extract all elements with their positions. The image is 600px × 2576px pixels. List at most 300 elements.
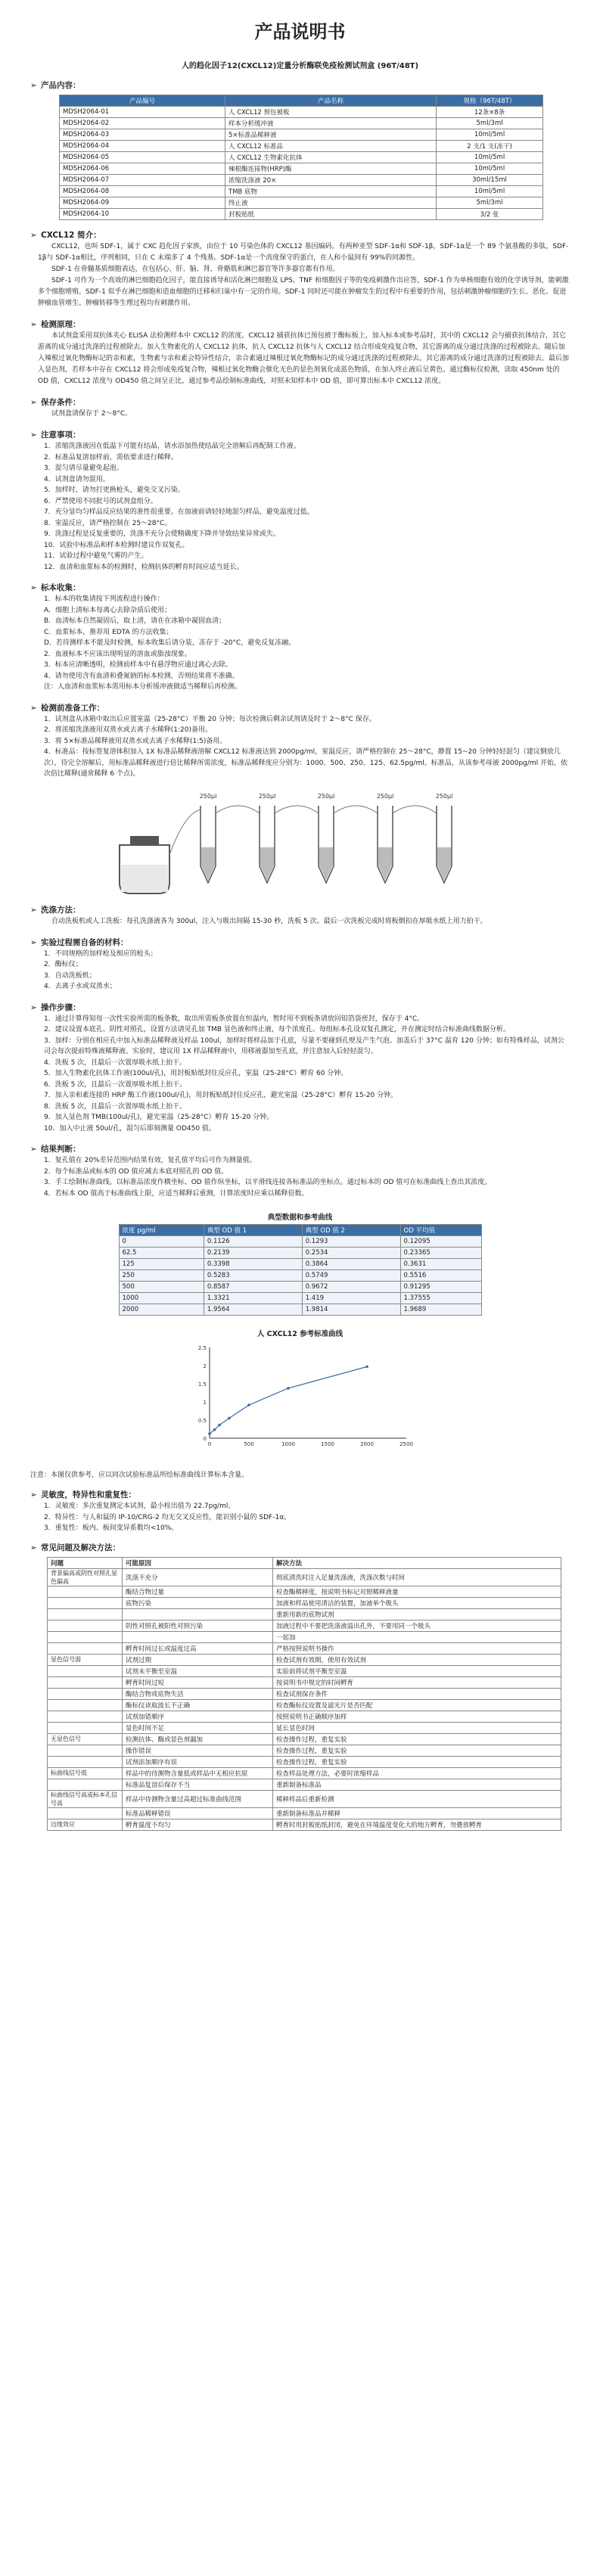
section-heading: 实验过程需自备的材料： <box>41 937 129 947</box>
table-row <box>48 1586 561 1597</box>
list-item: 1．复孔值在 20%差异范围内结果有效，复孔值平均后可作为测量值。 <box>44 1157 256 1164</box>
table-header: 解决方法 <box>273 1557 561 1568</box>
list-item: 7．加入亲和素连接的 HRP 酶工作液(100ul/孔)，用封板贴纸封住反应孔，避光室温（25-28°C）孵育 15-20 分钟。 <box>44 1092 398 1099</box>
table-cell: 显色信号弱 <box>48 1654 123 1665</box>
table-header: 浓度 pg/ml <box>119 1225 204 1236</box>
table-cell: 1.9564 <box>204 1304 302 1316</box>
table-row <box>48 1642 561 1654</box>
table-cell: 0.91295 <box>400 1282 481 1293</box>
table-row <box>48 1688 561 1699</box>
table-row <box>119 1304 481 1316</box>
table-row <box>48 1807 561 1819</box>
table-cell: 人 CXCL12 生物素化抗体 <box>225 152 437 163</box>
table-cell: MDSH2064-10 <box>60 209 225 220</box>
list-item: 4．试剂盒请勿混用。 <box>44 475 110 483</box>
table-cell <box>48 1756 123 1767</box>
table-cell: 酶标仪读取波长不正确 <box>123 1699 273 1711</box>
table-cell: 2000 <box>119 1304 204 1316</box>
table-row <box>48 1819 561 1830</box>
list-item: 1．灵敏度：多次重复测定本试剂，最小检出值为 22.7pg/ml。 <box>44 1502 235 1510</box>
transfer-arrow <box>216 806 260 813</box>
table-cell: 标曲线信号高或标本孔信号高 <box>48 1790 123 1807</box>
table-cell: 10ml/5ml <box>437 152 543 163</box>
table-header: 典型 OD 值 1 <box>204 1225 302 1236</box>
table-header: 产品编号 <box>60 95 225 107</box>
list-item: D．若待测样本不能及时检测，标本收集后请分装，冻存于 -20°C，避免反复冻融。 <box>44 639 296 647</box>
section-results: ➢ 结果判断： 1．复孔值在 20%差异范围内结果有效，复孔值平均后可作为测量值。 2．每个标准品或标本的 OD 值应减去本底对照孔的 OD 值。 3．手工绘制标准曲线。以标准品浓度作横坐标、OD 值作纵坐标，以平滑线连接各标准品的坐标点。通过标本的 OD 值可在标准曲线上查出其浓度。 4．若标本 OD 值高于标准曲线上限，应适当稀释后重测，计算浓度时应乘以稀释倍数。 <box>30 1143 570 1199</box>
table-row <box>60 141 543 152</box>
list-item: 9．加入显色剂 TMB(100ul/孔)，避光室温（25-28°C）孵育 15-20 分钟。 <box>44 1114 274 1121</box>
list-item: 10．加入中止液 50ul/孔，混匀后即刻测量 OD450 值。 <box>44 1124 216 1133</box>
list-item: 2．酶标仪； <box>44 961 82 968</box>
table-cell <box>48 1688 123 1699</box>
notes-list <box>30 441 570 573</box>
table-cell: 样品中的待测物含量低或样品中无相应抗原 <box>123 1767 273 1779</box>
table-cell: 3/2 张 <box>437 209 543 220</box>
section-materials: ➢ 实验过程需自备的材料： 1．不同规格的加样枪及相应的枪头； 2．酶标仪； 3．自动洗板机； 4．去离子水或双蒸水； <box>30 937 570 993</box>
table-cell: 0.5749 <box>302 1270 400 1282</box>
performance-list <box>30 1501 570 1534</box>
table-row <box>119 1270 481 1282</box>
table-cell <box>48 1807 123 1819</box>
tube-liquid <box>437 847 451 881</box>
table-row <box>60 129 543 141</box>
table-cell: 孵育温度不均匀 <box>123 1819 273 1830</box>
list-item: 8．室温反应，请严格控制在 25～28°C。 <box>44 519 172 527</box>
table-cell: 10ml/5ml <box>437 186 543 197</box>
page-title: 产品说明书 <box>254 21 346 42</box>
table-cell: 10ml/5ml <box>437 163 543 175</box>
table-cell: 检查样品处理方法，必要时浓缩样品 <box>273 1767 561 1779</box>
x-tick-label: 2500 <box>399 1441 413 1447</box>
table-cell: 重新用新的底物试剂 <box>273 1608 561 1620</box>
section-heading: 灵敏度，特异性和重复性： <box>41 1490 136 1499</box>
table-cell: 0.5283 <box>204 1270 302 1282</box>
table-cell: 0.23365 <box>400 1248 481 1259</box>
table-cell <box>48 1745 123 1756</box>
table-cell: 1000 <box>119 1293 204 1304</box>
list-item: 2．血液标本不应该出现明显的溶血或脂浊现象。 <box>44 650 191 658</box>
table-cell <box>48 1620 123 1631</box>
list-item: 2．特异性：与人和鼠的 IP-10/CRG-2 均无交叉反应性，能识别小鼠的 SDF-1α。 <box>44 1513 291 1521</box>
intro-paragraph: SDF-1 可作为一个高效的淋巴细胞趋化因子，能直接诱导和活化淋巴细胞及 LPS、TNF 和细胞因子等的免疫刺激作出应答，SDF-1 作为单核细胞有效的化学诱导剂，能刺激多个细胞增殖。SDF-1 似乎在淋巴细胞和造血细胞的迁移和归巢中有一定的作用。SDF-1 同时还可能在肿瘤发生的过程中有重要的作用，包括刺激肿瘤细胞的生长、恶化、促进肿瘤血管增生、肿瘤转移等生理过程均有刺激作用。 <box>38 277 569 307</box>
table-cell <box>48 1631 123 1642</box>
table-cell: MDSH2064-02 <box>60 118 225 129</box>
table-cell <box>48 1642 123 1654</box>
table-cell: 加液过程中不要把洗涤液溢出孔外，不要用同一个吸头 <box>273 1620 561 1631</box>
table-cell: 检查酶稀释度，按说明书标记对照稀释液量 <box>273 1586 561 1597</box>
section-steps: ➢ 操作步骤： 1．通过计算得知每一次性实验所需的板条数，取出所需板条放置在恒温内，暂时用不到板条请放回铝箔袋密封，保存于 4°C。 2．建议设置本底孔、阴性对照孔，设置方法请见孔加 TMB 显色液和终止液，每个浓度孔、每组标本孔设双复孔测定，并在测定时结合标准曲线数据分析。 3．加样：分别在相应孔中加入标准品稀释液及样品 100ul，加样时将样品加于孔底，尽量不要碰到孔壁及产生气泡。加盖后于 37°C 温育 120 分钟；如有特殊样品，试剂公司会每次提前特殊液稀释液。实验时，建议用 1X 样品稀释液中，用移液器加至孔底，并注意加入后轻轻混匀。 4．洗板 5 次，且最后一次置厚吸水纸上拍干。 5．加入生物素化抗体工作液(100ul/孔)，用封板贴纸封住反应孔，室温（25-28°C）孵育 60 分钟。 6．洗板 5 次，且最后一次置厚吸水纸上拍干。 7．加入亲和素连接的 HRP 酶工作液(100ul/孔)，用封板贴纸封住反应孔，避光室温（25-28°C）孵育 15-20 分钟。 8．洗板 5 次，且最后一次置厚吸水纸上拍干。 9．加入显色剂 TMB(100ul/孔)，避光室温（25-28°C）孵育 15-20 分钟。 10．加入中止液 50ul/孔，混匀后即刻测量 OD450 值。 <box>30 1002 570 1135</box>
intro-paragraph: SDF-1 在骨髓基质细胞表达，在包括心、肝、脑、肾、骨骼肌和淋巴器官等许多器官都有作用。 <box>51 266 340 273</box>
table-cell: 试剂过期 <box>123 1654 273 1665</box>
section-intro: ➢ CXCL12 简介： CXCL12，也叫 SDF-1，属于 CXC 趋化因子家族，由位于 10 号染色体的 CXCL12 基因编码。有两种亚型 SDF-1α和 SDF-1β，SDF-1α是一个 89 个氨基酸的多肽，SDF-1β与 SDF-1α相比，序列相同，只在 C 末端多了 4 个残基。SDF-1α是一个高度保守的蛋白，在人和小鼠间有 99%的同源性。 SDF-1 在骨髓基质细胞表达，在包括心、肝、脑、肾、骨骼肌和淋巴器官等许多器官都有作用。 SDF-1 可作为一个高效的淋巴细胞趋化因子，能直接诱导和活化淋巴细胞及 LPS、TNF 和细胞因子等的免疫刺激作出应答，SDF-1 作为单核细胞有效的化学诱导剂，能刺激多个细胞增殖。SDF-1 似乎在淋巴细胞和造血细胞的迁移和归巢中有一定的作用。SDF-1 同时还可能在肿瘤发生的过程中有重要的作用，包括刺激肿瘤细胞的生长、恶化、促进肿瘤血管增生、肿瘤转移等生理过程均有刺激作用。 <box>30 229 570 309</box>
table-cell: 检查操作过程，重复实验 <box>273 1745 561 1756</box>
list-item: 1．标本的收集请按下列流程进行操作： <box>44 595 164 603</box>
x-tick-label: 1000 <box>281 1441 295 1447</box>
list-item: 4．请勿使用含有血清和叠氮钠的标本检测，否则结果将不准确。 <box>44 672 239 680</box>
section-heading: 操作步骤： <box>41 1002 81 1012</box>
table-cell: MDSH2064-07 <box>60 175 225 186</box>
table-cell: 浓缩洗涤液 20× <box>225 175 437 186</box>
section-note <box>30 1470 570 1481</box>
tube-liquid <box>319 847 333 881</box>
table-cell: 孵育时间过短 <box>123 1676 273 1688</box>
data-point <box>287 1387 290 1390</box>
table-row <box>48 1733 561 1745</box>
table-row <box>48 1756 561 1767</box>
standard-curve-chart <box>187 1340 414 1453</box>
table-cell: 125 <box>119 1259 204 1270</box>
table-row <box>48 1722 561 1733</box>
y-tick-label: 2 <box>203 1363 207 1369</box>
table-row <box>60 186 543 197</box>
section-heading: 检测前准备工作： <box>41 703 104 713</box>
section-storage: ➢ 保存条件： 试剂盒请保存于 2～8°C。 <box>30 396 570 420</box>
table-cell: 0.3631 <box>400 1259 481 1270</box>
list-item: 12．血清和血浆标本的检测时，检测抗体的孵育时间应适当延长。 <box>44 563 244 571</box>
x-tick-label: 2000 <box>359 1441 374 1447</box>
table-cell: MDSH2064-01 <box>60 107 225 118</box>
table-header: 可能原因 <box>123 1557 273 1568</box>
table-cell: 辣根酶连接物(HRP)酶 <box>225 163 437 175</box>
table-cell: 标准品复溶后保存不当 <box>123 1779 273 1790</box>
list-item: 6．洗板 5 次，且最后一次置厚吸水纸上拍干。 <box>44 1080 187 1089</box>
list-item: 5．加入生物素化抗体工作液(100ul/孔)，用封板贴纸封住反应孔，室温（25-28°C）孵育 60 分钟。 <box>44 1070 348 1077</box>
table-row <box>48 1631 561 1642</box>
list-item: 4．去离子水或双蒸水； <box>44 983 117 990</box>
y-tick-label: 0.5 <box>197 1418 207 1424</box>
table-row <box>48 1779 561 1790</box>
table-cell: 边缘效应 <box>48 1819 123 1830</box>
section-composition: ➢ 产品内容： 产品编号 产品名称 规格（96T/48T） MDSH2064-01 人 CXCL12 预包被板 12条×8条 MDSH2064-02 样本分析缓冲液 5ml/3ml MDSH2064-03 5×标准品稀释液 10ml/5ml MDSH2064-04 人 CXCL12 标准品 2 支/1 支(冻干) MDSH2064-05 人 CXCL12 生物素化抗体 10ml/5ml MDSH2064-06 辣根酶连接物(HRP)酶 10ml/5ml MDSH2064-07 浓缩洗涤液 20× 30ml/15ml MDSH2064-08 TMB 底物 10ml/5ml MDSH2064-09 终止液 5ml/3ml MDSH2064-10 封板贴纸 3/2 张 <box>30 79 570 220</box>
transfer-arrow <box>275 806 319 813</box>
section-notes: ➢ 注意事项： 1．浓缩洗涤液因在低温下可能有结晶，请水浴加热使结晶完全溶解后再配制工作液。 2．标准品复溶加样前，需依要求进行稀释。 3．混匀请尽量避免起泡。 4．试剂盒请勿混用。 5．加样时，请勿打更换枪头，避免交叉污染。 6．严禁使用不同批号的试剂盒组分。 7．充分显均匀样品反应结果的准性很重要。在加液前请轻轻地混匀样品，避免温度过低。 8．室温反应，请严格控制在 25～28°C。 9．洗涤过程是反复重要的，洗涤不充分会使精确度下降并导致结果异常或失。 10．试验中标准品和样本检测时建议作双复孔。 11．试验过程中避免气雾的产生。 12．血清和血浆标本的检测时，检测抗体的孵育时间应适当延长。 <box>30 429 570 573</box>
table-cell: 0 <box>119 1236 204 1248</box>
tube-volume-label: 250μl <box>435 792 453 800</box>
bottle-cap <box>130 836 159 845</box>
table-cell: 10ml/5ml <box>437 129 543 141</box>
data-point <box>247 1403 250 1406</box>
table-cell: 洗涤不充分 <box>123 1568 273 1586</box>
list-item: 3．手工绘制标准曲线。以标准品浓度作横坐标、OD 值作纵坐标，以平滑线连接各标准品的坐标点。通过标本的 OD 值可在标准曲线上查出其浓度。 <box>44 1179 492 1186</box>
samples-list <box>30 594 570 693</box>
table-cell: 按照说明书正确顺序加样 <box>273 1711 561 1722</box>
table-cell: TMB 底物 <box>225 186 437 197</box>
materials-list <box>30 949 570 993</box>
table-row <box>48 1620 561 1631</box>
table-cell: 孵育时用封板贴纸封闭，避免在环境温度变化大的地方孵育，勿叠放孵育 <box>273 1819 561 1830</box>
y-tick-label: 0 <box>203 1436 207 1442</box>
bottle-liquid <box>121 865 168 892</box>
y-tick-label: 2.5 <box>197 1345 207 1351</box>
list-item: 2．将浓缩洗涤液用双蒸水或去离子水稀释(1:20)备用。 <box>44 726 212 734</box>
list-item: 4．若标本 OD 值高于标准曲线上限，应适当稀释后重测，计算浓度时应乘以稀释倍数。 <box>44 1189 309 1198</box>
list-item: 3．标本应清晰透明，检测前样本中有悬浮物应通过离心去除。 <box>44 661 232 669</box>
table-cell: 1.37555 <box>400 1293 481 1304</box>
list-item: 3．重复性：板内、板间变异系数均<10%。 <box>44 1524 179 1532</box>
table-cell: 检查操作过程，重复实验 <box>273 1756 561 1767</box>
dilution-diagram <box>30 783 570 896</box>
table-cell: 1.9814 <box>302 1304 400 1316</box>
table-header: 问题 <box>48 1557 123 1568</box>
table-cell: 0.1126 <box>204 1236 302 1248</box>
table-cell: 试剂添加顺序有误 <box>123 1756 273 1767</box>
table-cell: 加液和样品使用清洁的装置，加液单个吸头 <box>273 1597 561 1608</box>
section-heading: 注意事项： <box>41 430 81 440</box>
table-header: 产品名称 <box>225 95 437 107</box>
table-header: 规格（96T/48T） <box>437 95 543 107</box>
table-row <box>119 1293 481 1304</box>
table-cell: 样品中待测物含量过高超过标准曲线范围 <box>123 1790 273 1807</box>
data-point <box>208 1432 211 1435</box>
table-cell: 封板贴纸 <box>225 209 437 220</box>
table-cell <box>48 1699 123 1711</box>
table-cell: MDSH2064-04 <box>60 141 225 152</box>
table-row <box>48 1745 561 1756</box>
results-list <box>30 1155 570 1199</box>
section-heading: 标本收集： <box>41 583 81 592</box>
chart-title: 人 CXCL12 参考标准曲线 <box>256 1330 344 1338</box>
table-caption: 典型数据和参考曲线 <box>267 1213 333 1222</box>
table-cell: 标曲线信号低 <box>48 1767 123 1779</box>
table-cell: 阴性对照孔被阳性对照污染 <box>123 1620 273 1631</box>
section-samples: ➢ 标本收集： 1．标本的收集请按下列流程进行操作： A．细胞上清标本每离心去除杂质后使用； B．血清标本自然凝固后，取上清，请在在冰箱中凝固血清； C．血浆标本，推荐用 EDTA 的方法收集； D．若待测样本不能及时检测，标本收集后请分装，冻存于 -20°C，避免反复冻融。 2．血液标本不应该出现明显的溶血或脂浊现象。 3．标本应清晰透明，检测前样本中有悬浮物应通过离心去除。 4．请勿使用含有血清和叠氮钠的标本检测，否则结果将不准确。 注：人血清和血浆标本需用标本分析缓冲液做适当稀释后再检测。 <box>30 582 570 693</box>
tube-liquid <box>201 847 215 881</box>
table-cell: 检查试剂有效期，使用有效试剂 <box>273 1654 561 1665</box>
list-item: 1．浓缩洗涤液因在低温下可能有结晶，请水浴加热使结晶完全溶解后再配制工作液。 <box>44 443 300 450</box>
x-tick-label: 1500 <box>320 1441 334 1447</box>
table-row <box>48 1665 561 1676</box>
table-cell <box>48 1711 123 1722</box>
table-cell: 250 <box>119 1270 204 1282</box>
list-item: A．细胞上清标本每离心去除杂质后使用； <box>44 606 172 614</box>
table-row <box>60 152 543 163</box>
table-header: OD 平均值 <box>400 1225 481 1236</box>
table-cell: 背景偏高或阴性对照孔显色偏高 <box>48 1568 123 1586</box>
data-point <box>213 1428 216 1431</box>
table-cell: 1.3321 <box>204 1293 302 1304</box>
intro-paragraph: CXCL12，也叫 SDF-1，属于 CXC 趋化因子家族，由位于 10 号染色体的 CXCL12 基因编码。有两种亚型 SDF-1α和 SDF-1β，SDF-1α是一个 89 个氨基酸的多肽，SDF-1β与 SDF-1α相比，序列相同，只在 C 末端多了 4 个残基。SDF-1α是一个高度保守的蛋白，在人和小鼠间有 99%的同源性。 <box>38 243 569 262</box>
standard-data-table <box>119 1224 482 1316</box>
table-cell: 终止液 <box>225 197 437 209</box>
table-cell: 重新制备标准品 <box>273 1779 561 1790</box>
list-item: B．血清标本自然凝固后，取上清，请在在冰箱中凝固血清； <box>44 617 226 625</box>
table-cell: MDSH2064-08 <box>60 186 225 197</box>
table-cell: 严格按照说明书操作 <box>273 1642 561 1654</box>
table-cell: 检查操作过程，重复实验 <box>273 1733 561 1745</box>
table-cell <box>48 1586 123 1597</box>
table-row <box>119 1236 481 1248</box>
table-cell: 检查试剂保存条件 <box>273 1688 561 1699</box>
table-row <box>119 1248 481 1259</box>
table-cell: 酶结合物过量 <box>123 1586 273 1597</box>
section-heading: 常见问题及解决方法： <box>41 1543 120 1552</box>
list-item: 1．通过计算得知每一次性实验所需的板条数，取出所需板条放置在恒温内，暂时用不到板条请放回铝箔袋密封，保存于 4°C。 <box>44 1015 424 1023</box>
data-point <box>218 1424 221 1427</box>
list-item: 1．不同规格的加样枪及相应的枪头； <box>44 949 157 958</box>
table-cell: 人 CXCL12 标准品 <box>225 141 437 152</box>
chart-note: 注意：本图仅供参考，应以同次试验标准品所绘标准曲线计算标本含量。 <box>30 1471 249 1479</box>
table-cell: 酶结合物或底物失活 <box>123 1688 273 1699</box>
table-cell: 试剂未平衡至室温 <box>123 1665 273 1676</box>
composition-table <box>59 95 543 220</box>
table-cell: 62.5 <box>119 1248 204 1259</box>
section-heading: 保存条件： <box>41 398 81 407</box>
list-item: 注：人血清和血浆标本需用标本分析缓冲液做适当稀释后再检测。 <box>44 683 242 691</box>
y-tick-label: 1.5 <box>197 1381 207 1387</box>
section-prep: ➢ 检测前准备工作： 1．试剂盒从冰箱中取出后应置室温（25-28°C）平衡 20 分钟；每次检测后剩余试剂请及时于 2～8°C 保存。 2．将浓缩洗涤液用双蒸水或去离子水稀释(1:20)备用。 3．将 5×标准品稀释液用双蒸水或去离子水稀释(1:5)备用。 4．标准品：按标签复溶体积加入 1X 标准品稀释液溶解 CXCL12 标准液达到 2000pg/ml，室温反应，请严格控制在 25～28°C，静置 15~20 分钟轻轻混匀（建议倒放几次），待完全溶解后，用标准品稀释液进行倍比稀释所需浓度，标准品稀释度应分别为：1000、500、250、125、62.5pg/ml。标准品，从该参考母液 2000pg/ml 开始，依次倍比稀释(通常稀释 6 个点)。 250μl 250μl 250μl 250μl 250μl <box>30 702 570 896</box>
table-cell: MDSH2064-06 <box>60 163 225 175</box>
table-row <box>48 1790 561 1807</box>
list-item: C．血浆标本，推荐用 EDTA 的方法收集； <box>44 628 173 636</box>
table-row <box>60 163 543 175</box>
list-item: 2．建议设置本底孔、阴性对照孔，设置方法请见孔加 TMB 显色液和终止液，每个浓度孔、每组标本孔设双复孔测定，并在测定时结合标准曲线数据分析。 <box>44 1026 510 1033</box>
table-cell: 一起加 <box>273 1631 561 1642</box>
section-standard-data <box>30 1211 570 1316</box>
table-cell: 2 支/1 支(冻干) <box>437 141 543 152</box>
x-tick-label: 500 <box>243 1441 254 1447</box>
table-row <box>48 1654 561 1665</box>
principle-paragraph: 本试剂盒采用双抗体夹心 ELISA 法检测样本中 CXCL12 的浓度。CXCL12 捕获抗体已预包被于酶标板上，加入标本或参考品时，其中的 CXCL12 会与捕获抗体结合，其它游离的成分通过洗涤的过程被除去。加入生物素化的人 CXCL12 抗体，抗人 CXCL12 抗体与人 CXCL12 结合形成免疫复合物，其它游离的成分通过洗涤的过程被除去。随后加入辣根过氧化物酶标记的亲和素，生物素与亲和素会特异性结合，亲合素通过辣根过氧化物酶标记的成分通过洗涤的过程被除去。其它游离的成分通过洗涤的过程被除去。最后加入显色剂，若样本中存在 CXCL12 将会形成免疫复合物，辣根过氧化物酶会催化无色的显色剂氧化成蓝色物质，在加入终止液后呈黄色。通过酶标仪检测，读取 450nm 处的 OD 值，CXCL12 浓度与 OD450 值之间呈正比，通过参考品绘制标准曲线，对照未知样本中 OD 值，即可算出标本中 CXCL12 浓度。 <box>38 332 570 385</box>
list-item: 4．洗板 5 次，且最后一次置厚吸水纸上拍干。 <box>44 1058 187 1067</box>
table-cell: 稀释样品后重新检测 <box>273 1790 561 1807</box>
list-item: 4．标准品：按标签复溶体积加入 1X 标准品稀释液溶解 CXCL12 标准液达到 2000pg/ml，室温反应，请严格控制在 25～28°C，静置 15~20 分钟轻轻混匀（建议倒放几次），待完全溶解后，用标准品稀释液进行倍比稀释所需浓度，标准品稀释度应分别为：1000、500、250、125、62.5pg/ml。标准品，从该参考母液 2000pg/ml 开始，依次倍比稀释(通常稀释 6 个点)。 <box>44 748 568 778</box>
list-item: 7．充分显均匀样品反应结果的准性很重要。在加液前请轻轻地混匀样品，避免温度过低。 <box>44 508 314 516</box>
section-performance: ➢ 灵敏度，特异性和重复性： 1．灵敏度：多次重复测定本试剂，最小检出值为 22.7pg/ml。 2．特异性：与人和鼠的 IP-10/CRG-2 均无交叉反应性，能识别小鼠的 SDF-1α。 3．重复性：板内、板间变异系数均<10%。 <box>30 1489 570 1534</box>
list-item: 10．试验中标准品和样本检测时建议作双复孔。 <box>44 541 189 549</box>
faq-table <box>47 1557 561 1831</box>
table-cell: 0.12095 <box>400 1236 481 1248</box>
section-heading: 结果判断： <box>41 1145 81 1154</box>
section-heading: 检测原理： <box>41 320 81 329</box>
table-row <box>48 1699 561 1711</box>
table-cell <box>48 1608 123 1620</box>
table-cell: 延长显色时间 <box>273 1722 561 1733</box>
table-cell: 操作错误 <box>123 1745 273 1756</box>
table-cell: 12条×8条 <box>437 107 543 118</box>
table-header: 典型 OD 值 2 <box>302 1225 400 1236</box>
data-point <box>365 1366 368 1369</box>
table-cell <box>48 1676 123 1688</box>
table-row <box>48 1597 561 1608</box>
wash-text: 自动洗板机或人工洗板：每孔洗涤液各为 300ul，注入与吸出间隔 15-30 秒，洗板 5 次。最后一次洗板完成时将板倒扣在厚吸水纸上用力拍干。 <box>51 917 487 925</box>
table-cell: MDSH2064-03 <box>60 129 225 141</box>
table-cell: 检查酶标仪设置及滤光片是否匹配 <box>273 1699 561 1711</box>
table-cell: 0.3398 <box>204 1259 302 1270</box>
tube-volume-label: 250μl <box>376 792 394 800</box>
table-cell <box>123 1608 273 1620</box>
table-cell: 5ml/3ml <box>437 197 543 209</box>
table-cell: 0.1293 <box>302 1236 400 1248</box>
table-cell: 标准品稀释错误 <box>123 1807 273 1819</box>
table-cell: 孵育时间过长或温度过高 <box>123 1642 273 1654</box>
table-row <box>119 1259 481 1270</box>
tube-liquid <box>378 847 392 881</box>
transfer-arrow <box>169 809 201 855</box>
table-row <box>60 118 543 129</box>
table-cell: 底物污染 <box>123 1597 273 1608</box>
list-item: 1．试剂盒从冰箱中取出后应置室温（25-28°C）平衡 20 分钟；每次检测后剩余试剂请及时于 2～8°C 保存。 <box>44 715 376 723</box>
tube-liquid <box>260 847 274 881</box>
section-faq: ➢ 常见问题及解决方法： 问题 可能原因 解决方法 背景偏高或阴性对照孔显色偏高 洗涤不充分 彻底清洗时注入足量洗涤液，洗涤次数与时间 酶结合物过量 检查酶稀释度，按说明书标记对照稀释液量 底物污染 加液和样品使用清洁的装置，加液单个吸头 重新用新的底物试剂 阴性对照孔被阳性对照污染 加液过程中不要把洗涤液溢出孔外，不要用同一个吸头 一起加 孵育时间过长或温度过高 严格按照说明书操作 显色信号弱 试剂过期 检查试剂有效期，使用有效试剂 试剂未平衡至室温 实验前将试剂平衡至室温 孵育时间过短 按说明书中规定的时间孵育 酶结合物或底物失活 检查试剂保存条件 酶标仪读取波长不正确 检查酶标仪设置及滤光片是否匹配 试剂加错顺序 按照说明书正确顺序加样 显色时间不足 延长显色时间 无显色信号 检测抗体、酶或显色剂漏加 检查操作过程，重复实验 操作错误 检查操作过程，重复实验 试剂添加顺序有误 检查操作过程，重复实验 标曲线信号低 样品中的待测物含量低或样品中无相应抗原 检查样品处理方法，必要时浓缩样品 标准品复溶后保存不当 重新制备标准品 标曲线信号高或标本孔信号高 样品中待测物含量过高超过标准曲线范围 稀释样品后重新检测 标准品稀释错误 重新制备标准品并稀释 边缘效应 孵育温度不均匀 孵育时用封板贴纸封闭，避免在环境温度变化大的地方孵育，勿叠放孵育 <box>30 1542 570 1831</box>
x-tick-label: 0 <box>207 1441 211 1447</box>
storage-text: 试剂盒请保存于 2～8°C。 <box>51 410 132 418</box>
table-cell: 30ml/15ml <box>437 175 543 186</box>
table-cell: 500 <box>119 1282 204 1293</box>
list-item: 3．将 5×标准品稀释液用双蒸水或去离子水稀释(1:5)备用。 <box>44 737 227 745</box>
table-cell: 重新制备标准品并稀释 <box>273 1807 561 1819</box>
table-row <box>60 175 543 186</box>
document-subtitle: 人的趋化因子12(CXCL12)定量分析酶联免疫检测试剂盒 (96T/48T) <box>181 62 419 70</box>
list-item: 3．加样：分别在相应孔中加入标准品稀释液及样品 100ul，加样时将样品加于孔底，尽量不要碰到孔壁及产生气泡。加盖后于 37°C 温育 120 分钟；如有特殊样品，试剂公司会每次提前特殊液稀释液。实验时，建议用 1X 样品稀释液中，用移液器加至孔底，并注意加入后轻轻混匀。 <box>44 1036 564 1055</box>
table-cell: MDSH2064-05 <box>60 152 225 163</box>
table-cell <box>48 1665 123 1676</box>
table-cell: 0.5516 <box>400 1270 481 1282</box>
data-point <box>228 1417 231 1420</box>
series-line <box>210 1367 367 1434</box>
table-row <box>48 1568 561 1586</box>
tube-volume-label: 250μl <box>258 792 276 800</box>
table-cell <box>123 1631 273 1642</box>
table-cell: 人 CXCL12 预包被板 <box>225 107 437 118</box>
table-cell: 1.9689 <box>400 1304 481 1316</box>
section-heading: 产品内容： <box>41 81 81 90</box>
table-cell: 0.2534 <box>302 1248 400 1259</box>
list-item: 9．洗涤过程是反复重要的，洗涤不充分会使精确度下降并导致结果异常或失。 <box>44 530 280 538</box>
table-row <box>48 1711 561 1722</box>
table-row <box>119 1282 481 1293</box>
table-cell: 无显色信号 <box>48 1733 123 1745</box>
table-row <box>60 197 543 209</box>
table-cell <box>48 1722 123 1733</box>
table-cell: 显色时间不足 <box>123 1722 273 1733</box>
table-cell: 0.3864 <box>302 1259 400 1270</box>
section-curve <box>30 1328 570 1453</box>
prep-list <box>30 714 570 780</box>
table-row <box>60 209 543 220</box>
table-cell: 样本分析缓冲液 <box>225 118 437 129</box>
steps-list <box>30 1014 570 1135</box>
table-row <box>60 107 543 118</box>
section-heading: CXCL12 简介： <box>41 231 101 240</box>
tube-volume-label: 250μl <box>199 792 217 800</box>
table-cell: 0.8587 <box>204 1282 302 1293</box>
table-cell: 1.419 <box>302 1293 400 1304</box>
section-heading: 洗涤方法： <box>41 905 81 915</box>
section-wash: ➢ 洗涤方法： 自动洗板机或人工洗板：每孔洗涤液各为 300ul，注入与吸出间隔 15-30 秒，洗板 5 次。最后一次洗板完成时将板倒扣在厚吸水纸上用力拍干。 <box>30 904 570 928</box>
table-cell: 0.2139 <box>204 1248 302 1259</box>
tube-volume-label: 250μl <box>317 792 335 800</box>
table-row <box>48 1767 561 1779</box>
table-row <box>48 1608 561 1620</box>
list-item: 11．试验过程中避免气雾的产生。 <box>44 552 148 560</box>
table-cell: 彻底清洗时注入足量洗涤液，洗涤次数与时间 <box>273 1568 561 1586</box>
list-item: 3．自动洗板机； <box>44 971 96 980</box>
list-item: 2．每个标准品或标本的 OD 值应减去本底对照孔的 OD 值。 <box>44 1167 228 1176</box>
table-cell: 0.9672 <box>302 1282 400 1293</box>
table-cell: 按说明书中规定的时间孵育 <box>273 1676 561 1688</box>
list-item: 2．标准品复溶加样前，需依要求进行稀释。 <box>44 453 178 461</box>
table-cell: 实验前将试剂平衡至室温 <box>273 1665 561 1676</box>
transfer-arrow <box>393 806 437 813</box>
list-item: 5．加样时，请勿打更换枪头，避免交叉污染。 <box>44 486 185 494</box>
table-cell <box>48 1597 123 1608</box>
transfer-arrow <box>334 806 378 813</box>
table-cell: 试剂加错顺序 <box>123 1711 273 1722</box>
table-cell: 5ml/3ml <box>437 118 543 129</box>
table-row <box>48 1676 561 1688</box>
list-item: 6．严禁使用不同批号的试剂盒组分。 <box>44 497 157 505</box>
